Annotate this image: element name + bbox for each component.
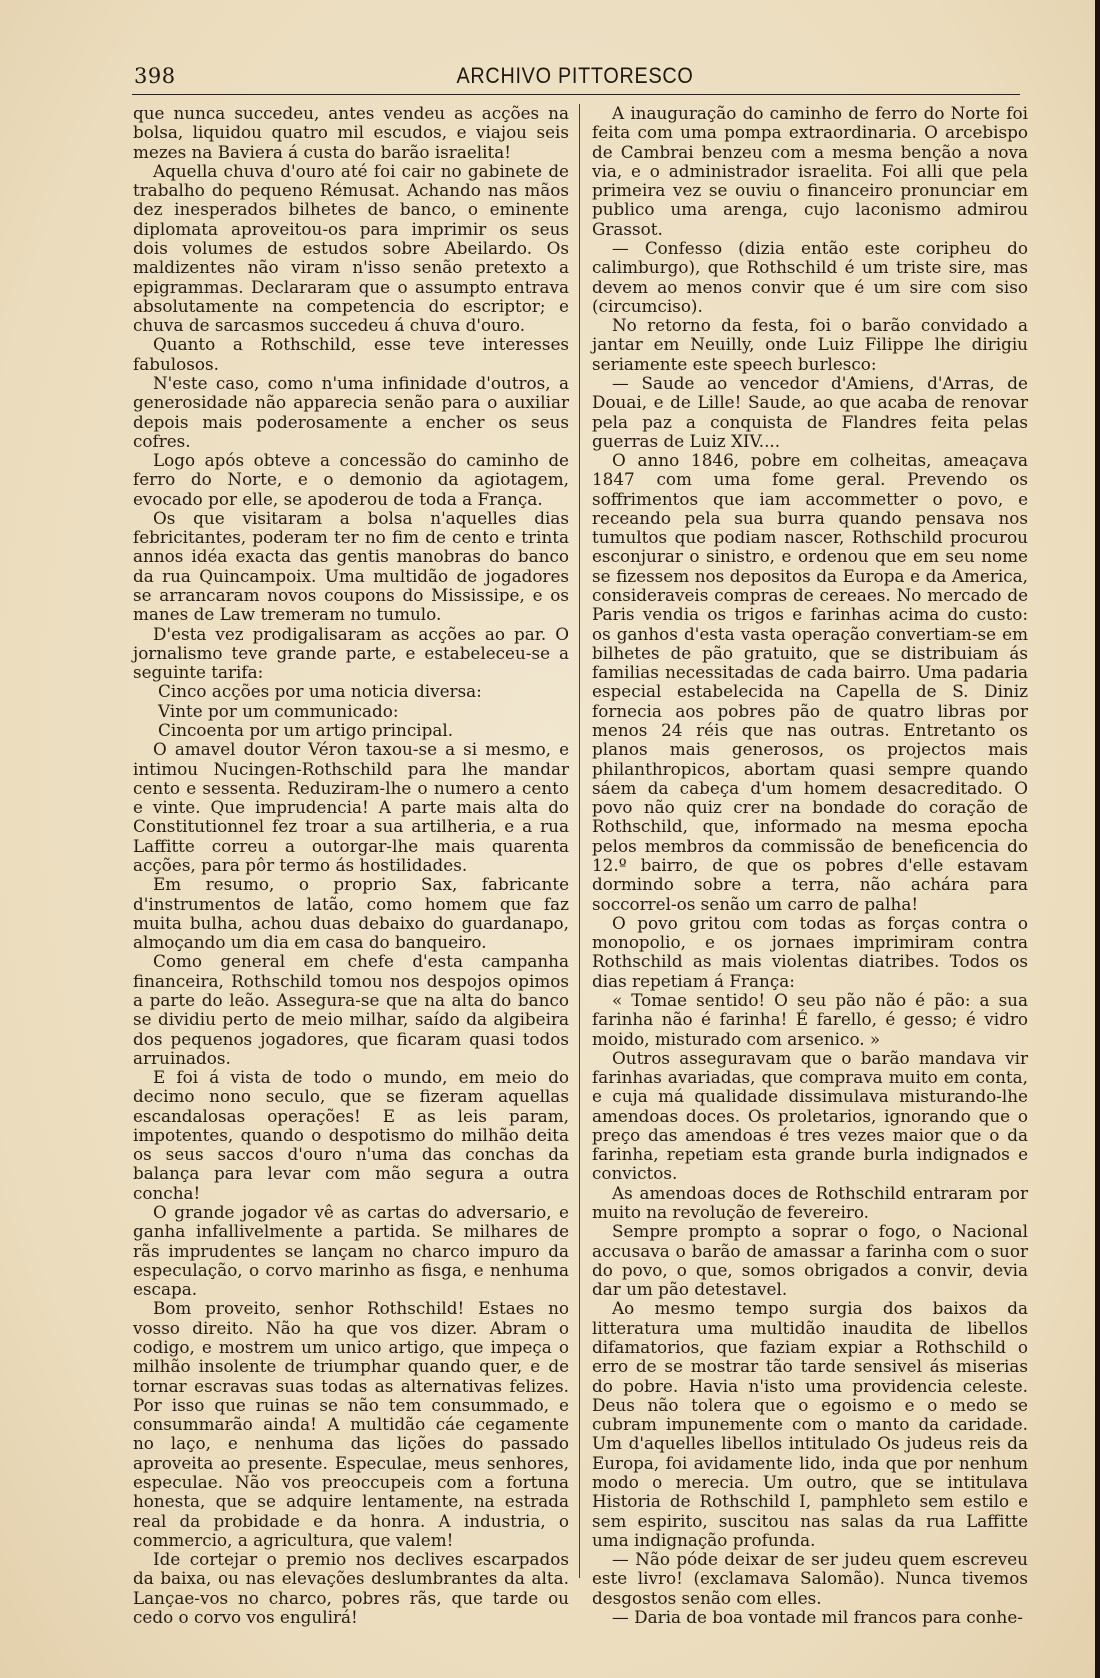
left-column (133, 103, 569, 1627)
running-title: ARCHIVO PITTORESCO (456, 63, 694, 88)
paragraph: que nunca succedeu, antes vendeu as acções na bolsa, liquidou quatro mil escudos, e viajou seis mezes na Baviera á custa do barão israelita! (133, 103, 569, 162)
paragraph: O povo gritou com todas as forças contra o monopolio, e os jornaes imprimiram contra Rothschild as mais violentas diatribes. Todos os dias repetiam á França: (592, 912, 1028, 991)
paragraph: Os que visitaram a bolsa n'aquelles dias febricitantes, poderam ter no fim de cento e trinta annos idéa exacta das gentis manobras do banco da rua Quincampoix. Uma multidão de jogadores se arrancaram novos coupons do Mississipe, e os manes de Law tremeram no tumulo. (133, 507, 569, 625)
paragraph: A inauguração do caminho de ferro do Norte foi feita com uma pompa extraordinaria. O arcebispo de Cambrai benzeu com a mesma benção a nova via, e o administrador israelita. Foi alli que pela primeira vez se ouviu o financeiro pronunciar em publico uma arenga, cujo laconismo admirou Grassot. (592, 103, 1028, 239)
dialogue-paragraph: — Confesso (dizia então este coripheu do calimburgo), que Rothschild é um triste sire, mas devem ao menos convir que é um sire com siso (circumciso). (592, 237, 1028, 316)
paragraph: Ide cortejar o premio nos declives escarpados da baixa, ou nas elevações deslumbrantes da alta. Lançae-vos no charco, pobres rãs, que tarde ou cedo o corvo vos engulirá! (133, 1549, 569, 1627)
quotation: « Tomae sentido! O seu pão não é pão: a sua farinha não é farinha! É farello, é gesso; é vidro moido, misturado com arsenico. » (592, 989, 1028, 1049)
paragraph: Aquella chuva d'ouro até foi cair no gabinete de trabalho do pequeno Rémusat. Achando nas mãos dez inesperados bilhetes de banco, o eminente diplomata aproveitou-os para imprimir os seus dois volumes de estudos sobre Abeilardo. Os maldizentes não viram n'isso senão pretexto a epigrammas. Declararam que o assumpto entrava absolutamente na competencia do escriptor; e chuva de sarcasmos succedeu á chuva d'ouro. (133, 160, 569, 336)
page-number: 398 (134, 64, 176, 88)
right-column (592, 103, 1028, 1627)
paragraph: Sempre prompto a soprar o fogo, o Nacional accusava o barão de amassar a farinha com o suor do povo, o que, somos obrigados a convir, devia dar um pão detestavel. (592, 1221, 1028, 1300)
tariff-line: Cinco acções por uma noticia diversa: (158, 681, 482, 702)
paragraph: Logo após obteve a concessão do caminho de ferro do Norte, e o demonio da agiotagem, evocado por elle, se apoderou de toda a França. (133, 450, 569, 509)
paragraph: O anno 1846, pobre em colheitas, ameaçava 1847 com uma fome geral. Prevendo os soffrimentos que iam accommetter o povo, e receando pela sua burra quando pensava nos tumultos que podiam nascer, Rothschild procurou esconjurar o sinistro, e ordenou que em seu nome se fizessem nos depositos da Europa e da America, consideraveis compras de cereaes. No mercado de Paris vendia os trigos e farinhas acima do custo: os ganhos d'esta vasta operação convertiam-se em bilhetes de pão gratuito, que se distribuiam ás familias necessitadas de cada bairro. Uma padaria especial estabelecida na Capella de S. Diniz fornecia aos pobres pão de quatro libras por menos 24 réis que nas outras. Entretanto os planos mais generosos, os projectos mais philanthropicos, abortam quasi sempre quando sáem da cabeça d'um homem desacreditado. O povo não quiz crer na bondade do coração de Rothschild, que, informado na mesma epocha pelos membros da commissão de beneficencia do 12.º bairro, de que os pobres d'elle estavam dormindo sobre a terra, não achára para soccorrel-os senão um carro de palha! (592, 450, 1028, 914)
paragraph: Outros asseguravam que o barão mandava vir farinhas avariadas, que comprava muito em conta, e cuja má qualidade dissimulava misturando-lhe amendoas doces. Os proletarios, ignorando que o preço das amendoas é tres vezes maior que o da farinha, repetiam esta grande burla indignados e convictos. (592, 1047, 1028, 1184)
dialogue-paragraph: — Não póde deixar de ser judeu quem escreveu este livro! (exclamava Salomão). Nunca tivemos desgostos senão com elles. (592, 1549, 1028, 1608)
header-rule (132, 94, 1020, 95)
paragraph: No retorno da festa, foi o barão convidado a jantar em Neuilly, onde Luiz Filippe lhe dirigiu seriamente este speech burlesco: (592, 315, 1028, 374)
column-divider (579, 104, 580, 1578)
dialogue-paragraph: — Daria de boa vontade mil francos para conhe- (612, 1606, 1023, 1627)
paragraph: As amendoas doces de Rothschild entraram por muito na revolução de fevereiro. (592, 1182, 1028, 1223)
dialogue-paragraph: — Saude ao vencedor d'Amiens, d'Arras, de Douai, e de Lille! Saude, ao que acaba de renovar pela paz a conquista de Flandres feita pelas guerras de Luiz XIV.... (592, 372, 1028, 451)
paragraph: N'este caso, como n'uma infinidade d'outros, a generosidade não apparecia senão para o auxiliar depois mais poderosamente a encher os seus cofres. (133, 372, 569, 451)
paragraph: D'esta vez prodigalisaram as acções ao par. O jornalismo teve grande parte, e estabeleceu-se a seguinte tarifa: (133, 623, 569, 683)
paragraph: Quanto a Rothschild, esse teve interesses fabulosos. (133, 334, 569, 374)
tariff-line: Cincoenta por um artigo principal. (158, 720, 454, 740)
paragraph: Como general em chefe d'esta campanha financeira, Rothschild tomou nos despojos opimos a parte do leão. Assegura-se que na alta do banco se dividiu perto de meio milhar, saído da algibeira dos pequenos jogadores, que ficaram quasi todos arruinados. (133, 951, 569, 1068)
paragraph: O grande jogador vê as cartas do adversario, e ganha infallivelmente a partida. Se milhares de rãs imprudentes se lançam no charco impuro da especulação, o corvo marinho as fisga, e nenhuma escapa. (133, 1202, 569, 1300)
paragraph: O amavel doutor Véron taxou-se a si mesmo, e intimou Nucingen-Rothschild para lhe mandar cento e sessenta. Reduziram-lhe o numero a cento e vinte. Que imprudencia! A parte mais alta do Constitutionnel fez troar a sua artilheria, e a rua Laffitte correu a outorgar-lhe mais quarenta acções, para pôr termo ás hostilidades. (133, 739, 569, 875)
tariff-line: Vinte por um communicado: (158, 700, 399, 721)
page-edge-shadow (1095, 0, 1100, 1678)
paragraph: Bom proveito, senhor Rothschild! Estaes no vosso direito. Não ha que vos dizer. Abram o codigo, e mostrem um unico artigo, que impeça o milhão insolente de triumphar quando quer, e de tornar escravas suas todas as alternativas felizes. Por isso que ruinas se não tem consummado, e consummarão ainda! A multidão cáe cegamente no laço, e nenhuma das lições do passado aproveita ao presente. Especulae, meus senhores, especulae. Não vos preoccupeis com a fortuna honesta, que se adquire lentamente, na estrada real da probidade e da honra. A industria, o commercio, a agricultura, que valem! (133, 1298, 569, 1550)
paragraph: E foi á vista de todo o mundo, em meio do decimo nono seculo, que se fizeram aquellas escandalosas operações! E as leis param, impotentes, quando o despotismo do milhão deita os seus saccos d'ouro n'uma das conchas da balança para levar com mão segura a outra concha! (133, 1067, 569, 1203)
paragraph: Ao mesmo tempo surgia dos baixos da litteratura uma multidão inaudita de libellos difamatorios, que faziam expiar a Rothschild o erro de se mostrar tão tarde sensivel ás miserias do pobre. Havia n'isto uma providencia celeste. Deus não tolera que o egoismo e o medo se cubram impunemente com o manto da caridade. Um d'aquelles libellos intitulado Os judeus reis da Europa, foi avidamente lido, inda que por nenhum modo o merecia. Um outro, que se intitulava Historia de Rothschild I, pamphleto sem estilo e sem espirito, suscitou nas salas da rua Laffitte uma indignação profunda. (592, 1298, 1028, 1550)
paragraph: Em resumo, o proprio Sax, fabricante d'instrumentos de latão, como homem que faz muita bulha, achou duas debaixo do guardanapo, almoçando um dia em casa do banqueiro. (133, 874, 569, 953)
page-header (130, 60, 1020, 94)
